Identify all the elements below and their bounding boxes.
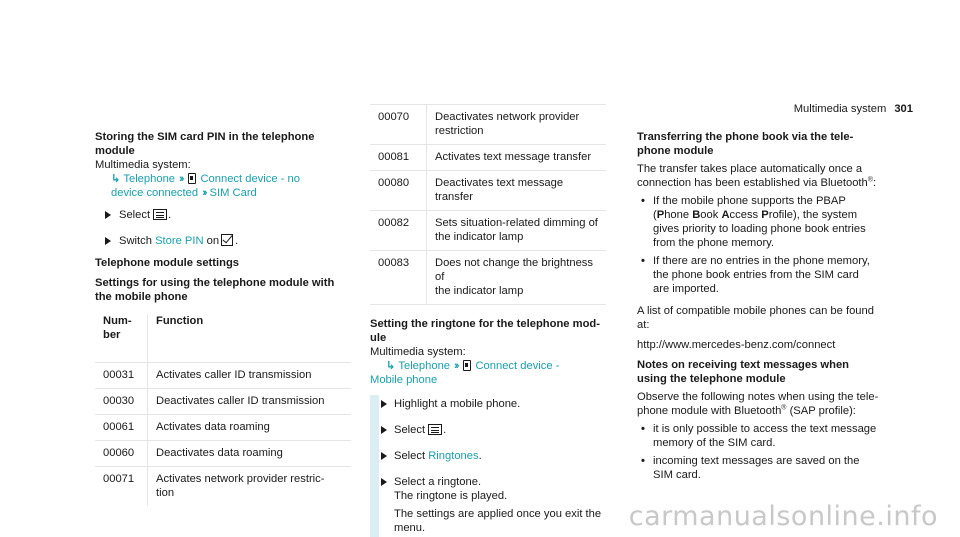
header-section: Multimedia system [793,103,887,115]
checkbox-icon [221,234,233,246]
subheading-settings: Settings for using the telephone module with the mobile phone [95,277,335,303]
table-row [370,251,606,305]
section-heading-sim-pin: Storing the SIM card PIN in the telephone module [95,131,315,157]
section-heading-phone-book: Transferring the phone book via the tele- phone module [637,131,854,157]
table-row [95,415,351,441]
watermark: carmanualsonline.info [628,501,938,532]
table-row [370,171,606,211]
section-heading-ringtone: Setting the ringtone for the telephone mod- ule [370,318,600,344]
cell-function: Sets situation-related dimming of the indicator lamp [427,211,607,251]
multimedia-system-label: Multimedia system: [95,159,191,171]
step-arrow-icon [381,452,387,460]
menu-icon [428,424,442,435]
menu-item-connect-device[interactable]: Connect device - no [200,173,300,185]
table-row [95,389,351,415]
section-heading-text-messages: Notes on receiving text messages when using the telephone module [637,359,850,385]
menu-item-telephone[interactable]: Telephone [398,360,451,372]
table-header-row [95,314,351,363]
step-select-ringtone: Select a ringtone. The ringtone is played. The settings are applied once you exit the menu. [379,475,606,537]
cell-function: Activates network provider restric- tion [156,473,325,499]
menu-path-arrow-icon: ↳ [111,173,121,185]
list-item: • If the mobile phone supports the PBAP (Phone Book Access Profile), the system gives priority to loading phone book entries from the phone memory. [637,194,899,250]
list-item: • it is only possible to access the text message memory of the SIM card. [637,422,899,450]
table-row [95,363,351,389]
menu-path [95,172,351,200]
store-pin-option[interactable]: Store PIN [155,235,204,247]
table-row [95,441,351,467]
column-header-number: Num- ber [95,314,148,363]
menu-item-connect-device[interactable]: Connect device - [475,360,560,372]
chevron-right-icon: ›› [179,173,183,185]
page-header [794,102,913,116]
phone-icon [463,360,471,371]
cell-function: Activates data roaming [148,415,352,441]
column-header-function: Function [148,314,352,363]
cell-function: Deactivates caller ID transmission [148,389,352,415]
section-heading-telephone-settings: Telephone module settings [95,257,239,269]
cell-function: Does not change the brightness of the indicator lamp [427,251,607,305]
chevron-right-icon: ›› [454,360,458,372]
list-item: • incoming text messages are saved on the SIM card. [637,454,899,482]
menu-item-device-connected[interactable]: device connected [111,187,199,199]
cell-number: 00030 [95,389,148,415]
step-arrow-icon [105,211,111,219]
paragraph-observe: Observe the following notes when using the tele- phone module with Bluetooth® (SAP profile): [637,391,879,417]
table-row [370,105,606,145]
cell-number: 00083 [370,251,427,305]
ringtones-option[interactable]: Ringtones [428,450,479,462]
settings-table-2 [370,104,606,305]
cell-number: 00070 [370,105,427,145]
menu-item-mobile-phone[interactable]: Mobile phone [370,374,438,386]
table-row [95,467,351,507]
step-select-menu: Select . [379,423,606,437]
step-select-menu: Select . [95,208,351,222]
cell-function: Activates text message transfer [427,145,607,171]
cell-number: 00031 [95,363,148,389]
column-left [95,130,351,506]
step-switch-store-pin: Switch Store PIN on . [95,234,351,248]
menu-item-sim-card[interactable]: SIM Card [209,187,257,199]
column-middle [370,104,606,537]
step-highlight-phone: Highlight a mobile phone. [379,395,606,411]
cell-number: 00061 [95,415,148,441]
multimedia-system-label: Multimedia system: [370,346,466,358]
cell-function: Deactivates network provider restriction [427,105,607,145]
column-right [637,130,899,482]
settings-table-1 [95,314,351,506]
cell-function: Deactivates text message transfer [427,171,607,211]
page-number: 301 [894,103,913,115]
url-text: http://www.mercedes-benz.com/connect [637,339,836,351]
cell-number: 00082 [370,211,427,251]
chevron-right-icon: ›› [202,187,206,199]
table-row [370,211,606,251]
step-select-ringtones: Select Ringtones. [379,449,606,463]
cell-number: 00081 [370,145,427,171]
table-row [370,145,606,171]
phone-icon [188,173,196,184]
step-arrow-icon [381,400,387,408]
menu-icon [153,209,167,220]
menu-path-arrow-icon: ↳ [386,360,396,372]
cell-function: Deactivates data roaming [148,441,352,467]
step-arrow-icon [381,478,387,486]
step-arrow-icon [105,237,111,245]
paragraph-transfer: The transfer takes place automatically once a connection has been established via Bluetooth®: [637,163,877,189]
cell-number: 00071 [95,467,148,507]
list-item: • If there are no entries in the phone memory, the phone book entries from the SIM card are imported. [637,254,899,296]
paragraph-compatible-phones: A list of compatible mobile phones can be found at: [637,305,874,331]
menu-path [370,359,606,387]
cell-function: Activates caller ID transmission [148,363,352,389]
cell-number: 00080 [370,171,427,211]
step-arrow-icon [381,426,387,434]
menu-item-telephone[interactable]: Telephone [123,173,176,185]
cell-number: 00060 [95,441,148,467]
steps-ringtone [370,395,606,537]
